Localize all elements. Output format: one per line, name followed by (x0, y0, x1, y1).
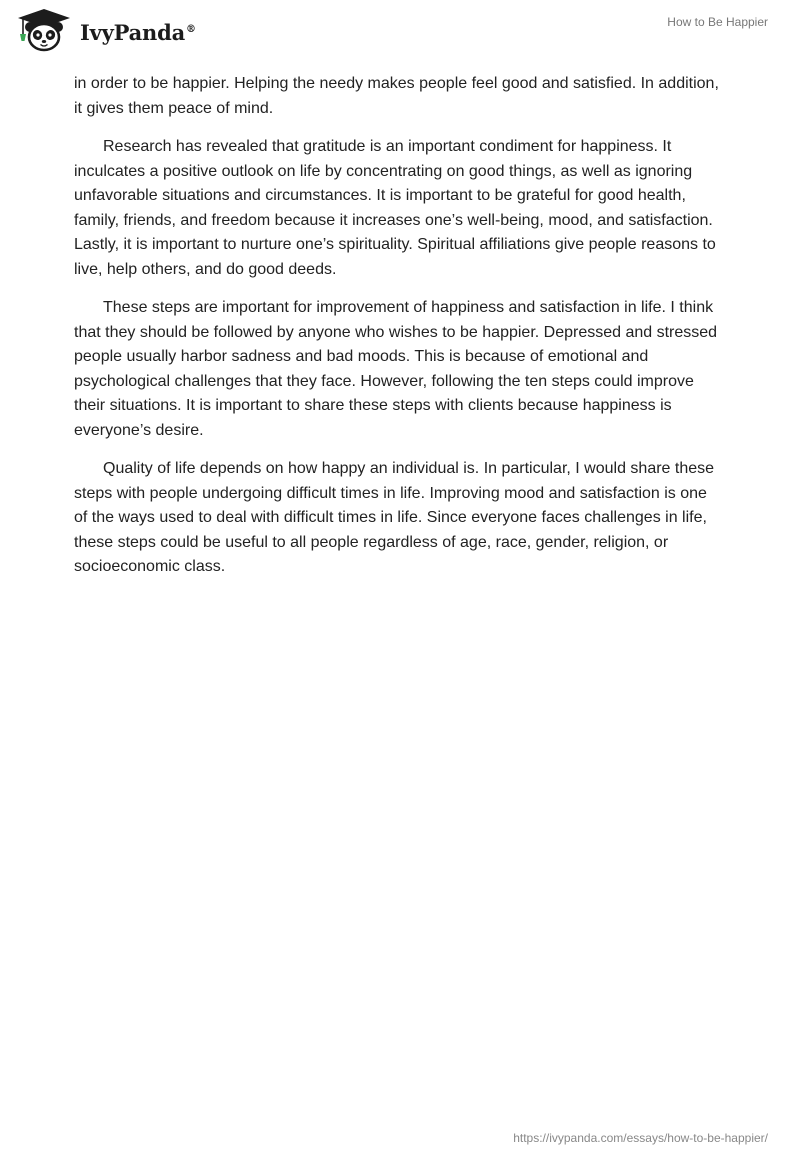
ivypanda-logo[interactable] (14, 8, 196, 52)
source-url-link[interactable]: https://ivypanda.com/essays/how-to-be-happier/ (513, 1131, 768, 1145)
page-header (0, 0, 800, 70)
paragraph-3: These steps are important for improvement of happiness and satisfaction in life. I think that they should be followed by anyone who wishes to be happier. Depressed and stressed people usually harbor sadness and bad moods. This is because of emotional and psychological challenges that they face. However, following the ten steps could improve their situations. It is important to share these steps with clients because happiness is everyone’s desire. (74, 299, 718, 439)
document-title: How to Be Happier (667, 15, 768, 29)
panda-graduate-icon (14, 8, 74, 52)
registered-mark: ® (186, 23, 196, 35)
brand-name: IvyPanda® (80, 19, 196, 45)
paragraph-2: Research has revealed that gratitude is an important condiment for happiness. It inculcates a positive outlook on life by concentrating on good things, as well as ignoring unfavorable situations and circumstances. It is important to be grateful for good health, family, friends, and freedom because it increases one’s well-being, mood, and satisfaction. Lastly, it is important to nurture one’s spirituality. Spiritual affiliations give people reasons to live, help others, and do good deeds. (74, 138, 716, 278)
paragraph-1: in order to be happier. Helping the needy makes people feel good and satisfied. In addition, it gives them peace of mind. (74, 75, 719, 117)
paragraph-4: Quality of life depends on how happy an individual is. In particular, I would share these steps with people undergoing difficult times in life. Improving mood and satisfaction is one of the ways used to deal with difficult times in life. Since everyone faces challenges in life, these steps could be useful to all people regardless of age, race, gender, religion, or socioeconomic class. (74, 460, 715, 575)
essay-body (74, 72, 724, 594)
